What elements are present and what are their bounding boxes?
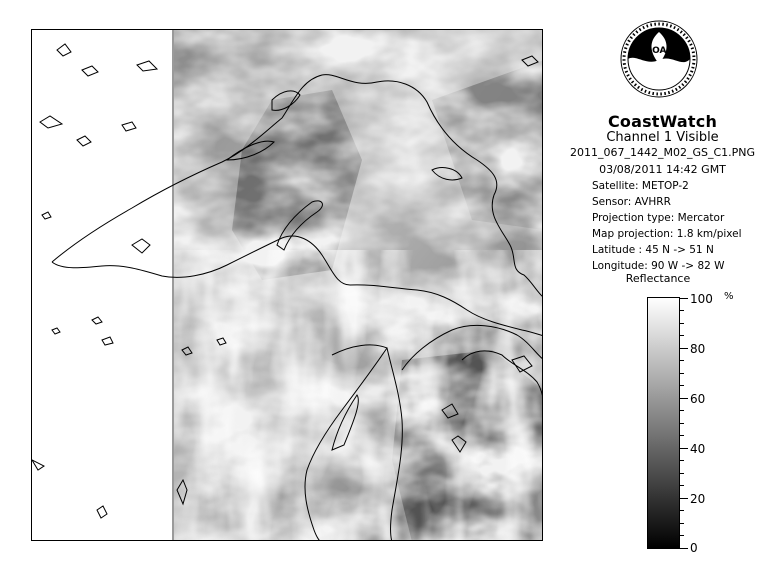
scale-minor-tick (680, 323, 684, 324)
longitude-line: Longitude: 90 W -> 82 W (592, 260, 725, 272)
satellite-line: Satellite: METOP-2 (592, 180, 689, 192)
scale-minor-tick (680, 523, 684, 524)
scale-minor-tick (680, 510, 684, 511)
scale-tick (680, 298, 688, 299)
scale-unit: % (724, 291, 734, 302)
scale-tick (680, 348, 688, 349)
scale-minor-tick (680, 385, 684, 386)
projection-type-line: Projection type: Mercator (592, 212, 725, 224)
satellite-map (31, 29, 543, 541)
scale-tick (680, 398, 688, 399)
scale-minor-tick (680, 535, 684, 536)
logo-text: NOAA (644, 46, 674, 56)
date-time: 03/08/2011 14:42 GMT (599, 163, 726, 176)
scale-tick-label: 100 (690, 292, 713, 306)
scale-minor-tick (680, 485, 684, 486)
scale-minor-tick (680, 360, 684, 361)
scale-tick-label: 60 (690, 392, 706, 406)
scale-minor-tick (680, 423, 684, 424)
scale-minor-tick (680, 310, 684, 311)
reflectance-colorbar (647, 297, 680, 549)
scale-label: Reflectance (625, 272, 691, 285)
map-image (32, 30, 543, 541)
scale-tick-label: 80 (690, 342, 706, 356)
scale-tick-label: 40 (690, 442, 706, 456)
scale-tick (680, 548, 688, 549)
page-title: CoastWatch (607, 112, 718, 131)
scale-minor-tick (680, 435, 684, 436)
no-data-area (32, 30, 172, 541)
channel-subtitle: Channel 1 Visible (606, 130, 719, 145)
latitude-line: Latitude : 45 N -> 51 N (592, 244, 714, 256)
scale-minor-tick (680, 373, 684, 374)
scale-tick-label: 0 (690, 541, 698, 555)
map-projection-line: Map projection: 1.8 km/pixel (592, 228, 742, 240)
scale-tick (680, 498, 688, 499)
scale-tick (680, 448, 688, 449)
file-name: 2011_067_1442_M02_GS_C1.PNG (569, 146, 756, 159)
swath-edge (172, 30, 174, 541)
scale-minor-tick (680, 335, 684, 336)
noaa-logo-icon (620, 20, 698, 98)
scale-minor-tick (680, 473, 684, 474)
scale-tick-label: 20 (690, 492, 706, 506)
scale-minor-tick (680, 410, 684, 411)
scale-minor-tick (680, 460, 684, 461)
sensor-line: Sensor: AVHRR (592, 196, 671, 208)
